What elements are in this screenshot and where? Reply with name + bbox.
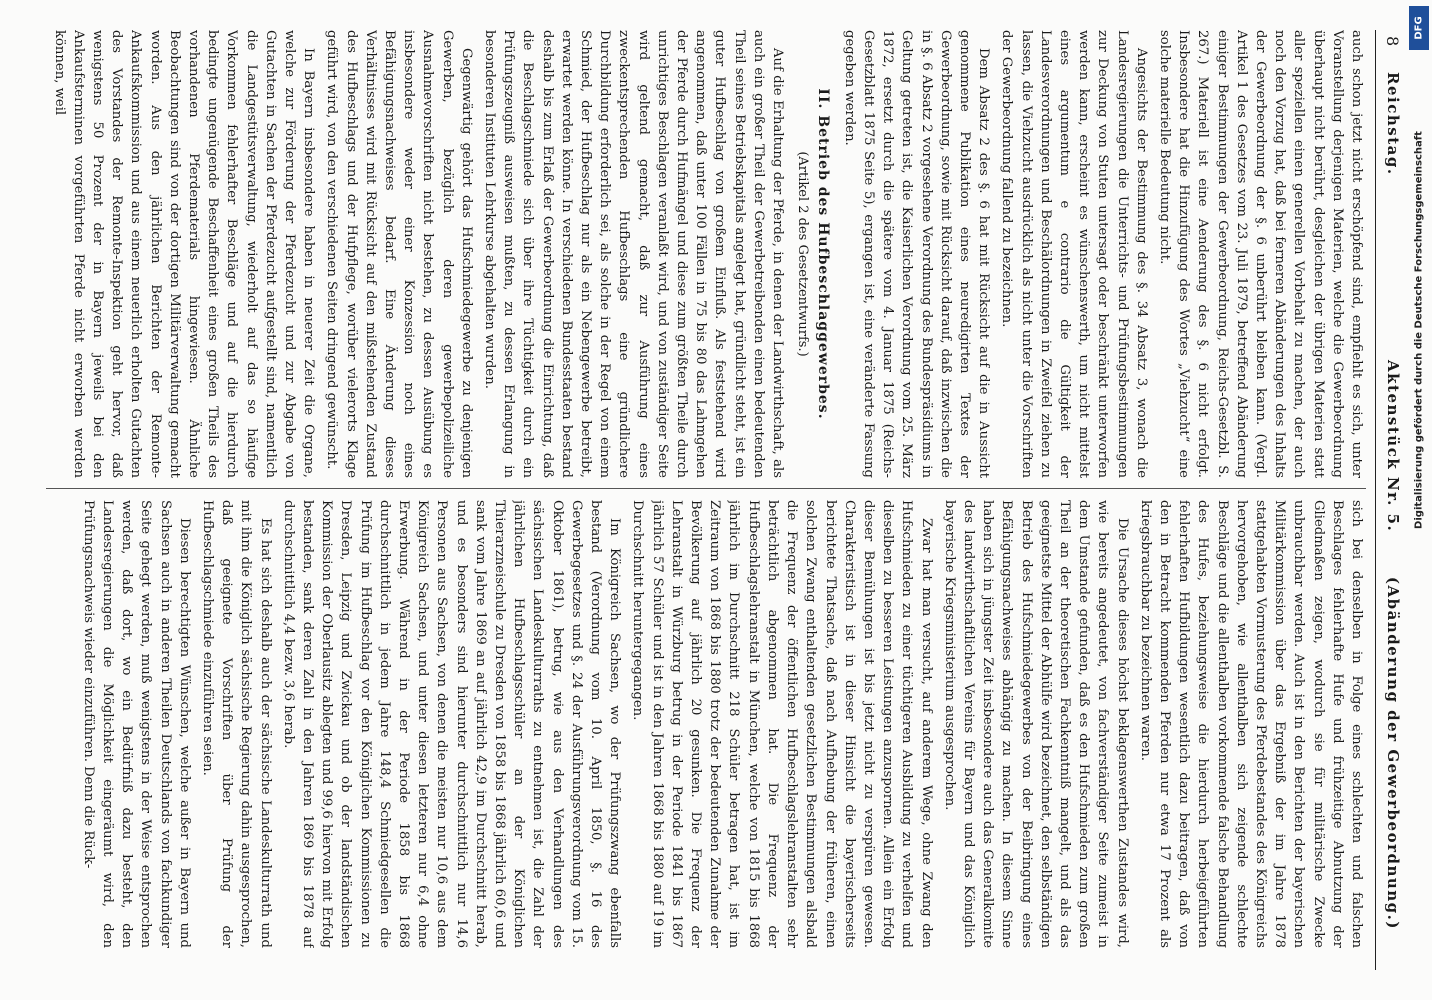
paragraph: auch schon jetzt nicht erschöpfend sind, empfiehlt es sich, unter Voranstellung derjenigen Materien, welche die Gewerbeordnung überhaupt nicht berührt, desgleichen der übrigen Materien statt aller speziellen einen generellen Vorbehalt zu machen, der auch noch den Vorzug hat, daß bei ferneren Abänderungen des Inhalts der Gewerbeordnung der §. 6 unberührt bleiben kann. (Vergl. Artikel 1 des Gesetzes vom 23. Juli 1879, betreffend Abänderung einiger Bestimmungen der Gewerbeordnung, Reichs-Gesetzbl. S. 267.) Materiell ist eine Aenderung des §. 6 nicht erfolgt. Insbesondere hat die Hinzufügung des Wortes „Viehzucht“ eine solche materielle Bedeutung nicht. [1156,30,1364,478]
section-subheading: (Artikel 2 des Gesetzentwurfs.) [795,151,811,357]
right-column [46,500,1366,948]
paragraph: Diesen berechtigten Wünschen, welche außer in Bayern und Sachsen auch in anderen Theilen Deutschlands von fachkundiger Seite gehegt werden, muß wenigstens in der Weise entsprochen werden, daß dort, wo ein Bedürfniß dazu besteht, den Landesregierungen die Möglichkeit eingeräumt wird, den Prüfungsnachweis wieder einzuführen. Denn die Rück- [80,500,192,948]
paragraph: Im Königreich Sachsen, wo der Prüfungszwang ebenfalls bestand (Verordnung vom 10. April 1850, §. 16 des Gewerbegesetzes und §. 24 der Ausführungsverordnung vom 15. Oktober 1861), betrug, wie aus den Verhandlungen des sächsischen Landeskulturraths zu entnehmen ist, die Zahl der jährlichen Hufbeschlagsschüler an der Königlichen Thierarzneischule zu Dresden von 1858 bis 1868 jährlich 60,6 und sank vom Jahre 1869 an auf jährlich 42,9 im Durchschnitt herab, und es besonders sind hierunter durchschnittlich nur 14,6 Personen aus Sachsen, von denen die meisten nur 10,6 aus dem Königreich Sachsen, und unter diesen letzteren nur 6,4 ohne Erwerbung. Während in der Periode 1858 bis 1868 durchschnittlich in jedem Jahre 148,4 Schmiedgesellen die Prüfung im Hufbeschlag vor den Königlichen Kommissionen zu Dresden, Leipzig und Zwickau und ob der landständischen Kommission der Oberlausitz ablegten und 99,6 hiervon mit Erfolg bestanden, sank deren Zahl in den Jahren 1869 bis 1878 auf durchschnittlich 4,4 bezw. 3,6 herab. [280,500,623,948]
dfg-logo [1409,6,1429,50]
rotated-document-sheet [30,30,1410,970]
dfg-sidebar [1406,0,1432,1000]
paragraph: Zwar hat man versucht, auf anderem Wege, ohne Zwang den Hufschmieden zu einer tüchtigeren Ausbildung zu verhelfen und dieselben zu besseren Leistungen anzuspornen. Allein ein Erfolg dieser Bemühungen ist bis jetzt nicht zu verspüren gewesen. Charakteristisch ist in dieser Hinsicht die bayerischerseits berichtete Thatsache, daß nach Aufhebung der früheren, einen solchen Zwang enthaltenden gesetzlichen Bestimmungen alsbald die Frequenz der öffentlichen Hufbeschlagslehranstalten sehr beträchtlich abgenommen hat. Die Frequenz der Hufbeschlagslehranstalt in München, welche von 1815 bis 1868 jährlich im Durchschnitt 218 Schüler betragen hat, ist im Zeitraum von 1868 bis 1880 trotz der bedeutenden Zunahme der Bevölkerung auf jährlich 20 gesunken. Die Frequenz der Lehranstalt in Würzburg betrug in der Periode 1841 bis 1867 jährlich 57 Schüler und ist in den Jahren 1868 bis 1880 auf 19 im Durchschnitt heruntergegangen. [630,500,934,948]
paragraph: Angesichts der Bestimmung des §. 34 Absatz 3, wonach die Landesregierungen die Unterrichts- und Prüfungsbestimmungen zur Deckung von Stuten untersagt oder beschränkt unterworfen werden kann, erscheint es wünschenswerth, um nicht mittelst eines argumentum e contrario die Gültigkeit der Landesverordnungen und Beschälordnungen in Zweifel ziehen zu lassen, die Viehzucht ausdrücklich als nicht unter die Vorschriften der Gewerbeordnung fallend zu bezeichnen. [999,30,1149,478]
page-number: 8 [1383,36,1402,48]
paragraph: In Bayern insbesondere haben in neuerer Zeit die Organe, welche zur Förderung der Pferdezucht und zur Abgabe von Gutachten in Sachen der Pferdezucht aufgestellt sind, namentlich die Landgestütsverwaltung, wiederholt auf das so häufige Vorkommen fehlerhafter Beschläge und auf die hierdurch bedingte ungenügende Beschaffenheit eines großen Theils des vorhandenen Pferdematerials hingewiesen. Ähnliche Beobachtungen sind von der dortigen Militärverwaltung gemacht worden. Aus den jährlichen Berichten der Remonte-Ankaufskommission und aus einem neuerlich erholten Gutachten des Vorstandes der Remonte-Inspektion geht hervor, daß wenigstens 50 Prozent der in Bayern jeweils bei den Ankaufsterminen vorgeführten Pferde nicht erworben werden können, weil [51,30,317,478]
column-divider [46,488,1366,489]
paragraph: Dem Absatz 2 des §. 6 hat mit Rücksicht auf die in Aussicht genommene Publikation eines neuredigirten Textes der Gewerbeordnung, sowie mit Rücksicht darauf, daß inzwischen die in §. 6 Absatz 2 vorgesehene Verordnung des Bundespräsidiums in Geltung getreten ist, die Kaiserlichen Verordnung vom 25. März 1872, ersetzt durch die spätere vom 4. Januar 1875 (Reichs-Gesetzblatt 1875 Seite 5), ergangen ist, eine veränderte Fassung gegeben werden. [841,30,992,478]
running-header [1375,30,1410,970]
header-left-title: Reichstag. [1384,72,1402,176]
section-heading: II. Betrieb des Hufbeschlaggewerbes. [814,88,831,420]
left-column [46,30,1366,478]
paragraph: Es hat sich deshalb auch der sächsische Landeskulturrath und mit ihm die Königlich sächsische Regierung dahin ausgesprochen, daß geeignete Vorschriften über Prüfung der Hufbeschlagschmiede einzuführen seien. [200,500,273,948]
dfg-logo-text: DFG [1413,16,1425,40]
header-right-title: (Abänderung der Gewerbeordnung.) [1384,576,1402,930]
paragraph: Gegenwärtig gehört das Hufschmiedegewerbe zu denjenigen Gewerben, bezüglich deren gewerbepolizeiliche Ausnahmevorschriften nicht bestehen, zu dessen Ausübung es insbesondere weder einer Konzession noch eines Befähigungsnachweises bedarf. Eine Änderung dieses Verhältnisses wird mit Rücksicht auf den mißstehenden Zustand des Hufbeschlags und der Hufpflege, worüber vielerorts Klage geführt wird, von den verschiedenen Seiten dringend gewünscht. [324,30,474,478]
digitization-credit: Digitalisierung gefördert durch die Deutsche Forschungsgemeinschaft [1413,131,1425,529]
paragraph: sich bei denselben in Folge eines schlechten und falschen Beschlages fehlerhafte Hufe und frühzeitige Abnutzung der Gliedmaßen zeigen, wodurch sie für militärische Zwecke unbrauchbar werden. Auch ist in den Berichten der bayerischen Militärkommission über das Ergebniß der im Jahre 1878 stattgehabten Vormusterung des Pferdebestandes des Königreichs hervorgehoben, wie allenthalben sich zeigende schlechte Beschläge und die allenthalben vorkommende falsche Behandlung des Hufes, beziehungsweise die hierdurch herbeigeführten fehlerhaften Hufbildungen wesentlich dazu beitragen, daß von den in Betracht kommenden Pferden nur etwa 17 Prozent als kriegsbrauchbar zu bezeichnen waren. [1137,500,1364,948]
paragraph: Die Ursache dieses höchst beklagenswerthen Zustandes wird, wie bereits angedeutet, von fachverständiger Seite zumeist in dem Umstande gefunden, daß es den Hufschmieden zum großen Theil an der theoretischen Fachkenntniß mangelt, und als das geeignetste Mittel der Abhülfe wird bezeichnet, den selbständigen Betrieb des Hufschmiedegewerbes von der Beibringung eines Befähigungsnachweises abhängig zu machen. In diesem Sinne haben sich in jüngster Zeit insbesondere auch das Generalkomite des landwirthschaftlichen Vereins für Bayern und das Königlich bayerische Kriegsministerium ausgesprochen. [941,500,1130,948]
header-center-title: Aktenstück Nr. 5. [1384,360,1402,533]
paragraph: Auf die Erhaltung der Pferde, in denen der Landwirthschaft, als auch ein großer Theil der Gewerbetreibenden einen bedeutenden Theil seines Betriebskapitals angelegt hat, gründlicht steht, ist ein guter Hufbeschlag von großem Einfluß. Als feststehend wird angenommen, daß unter 100 Fällen in 75 bis 80 das Lahmgehen der Pferde durch Hufmängel und diese zum größten Theile durch unrichtiges Beschlagen veranlaßt wird, und von zuständiger Seite wird geltend gemacht, daß zur Ausführung eines zweckentsprechenden Hufbeschlags eine gründlichere Durchbildung erforderlich sei, als solche in der Regel von einem Schmied, der Hufbeschlag nur als ein Nebengewerbe betreibt, erwartet werden könne. In verschiedenen Bundesstaaten bestand deshalb bis zum Erlaß der Gewerbeordnung die Einrichtung, daß die Beschlagschmiede sich über ihre Tüchtigkeit durch ein Prüfungszeugniß ausweisen mußten, zu dessen Erlangung in besonderen Instituten Lehrkurse abgehalten wurden. [482,30,786,478]
